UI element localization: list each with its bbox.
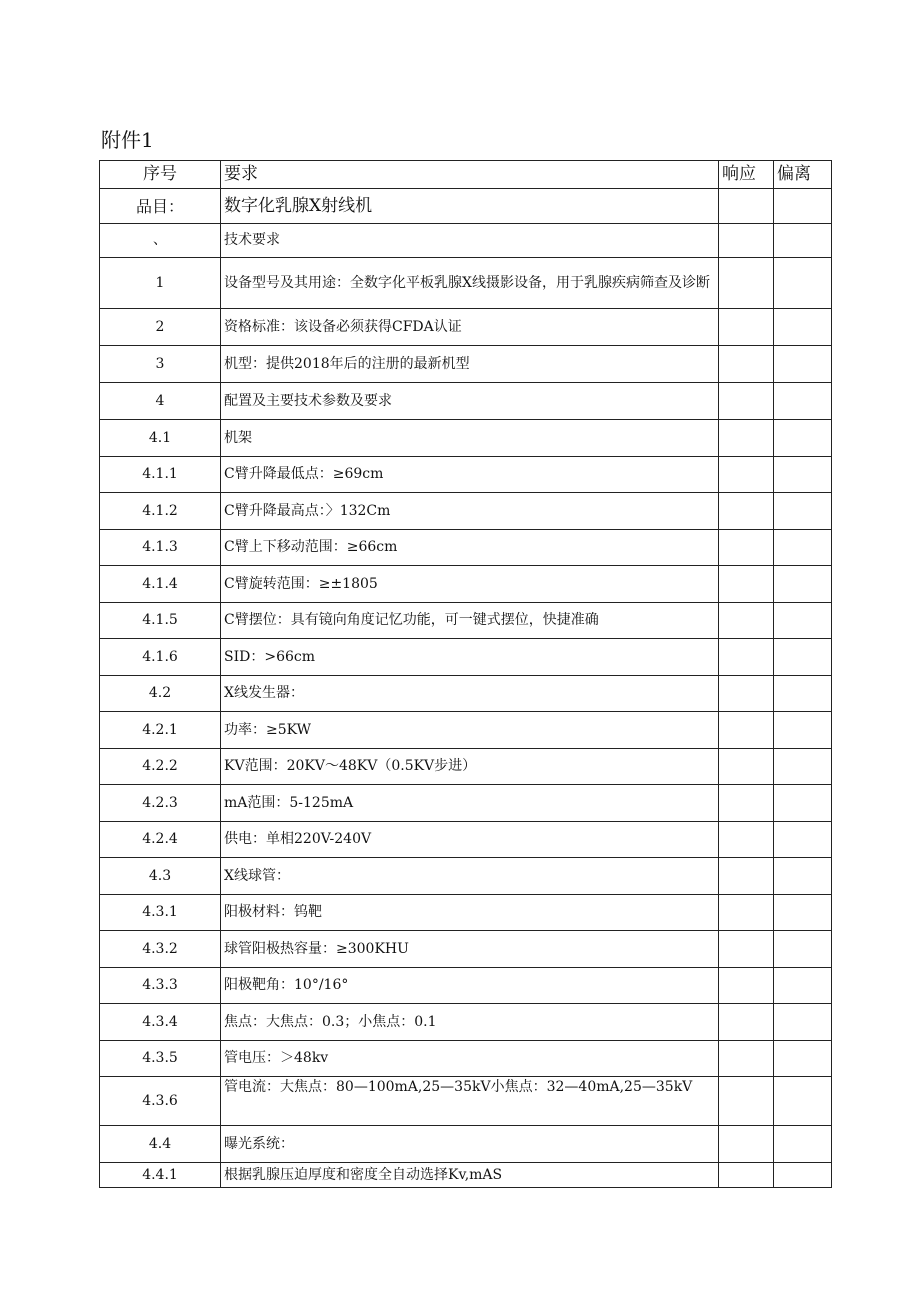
row-seq: 4.4.1 [100,1163,221,1188]
table-row [100,676,832,712]
row-requirement: C臂旋转范围：≥±1805 [221,566,719,603]
product-row [100,189,832,224]
table-row [100,603,832,639]
row-seq: 4.3.2 [100,931,221,968]
row-seq: 4.1.1 [100,457,221,493]
row-seq: 、 [100,224,221,258]
table-row [100,895,832,931]
row-requirement: X线球管： [221,858,719,895]
row-seq: 4.2 [100,676,221,712]
table-row [100,258,832,309]
response-cell [719,931,774,968]
header-response: 响应 [719,161,774,189]
response-cell [719,493,774,530]
header-requirement: 要求 [221,161,719,189]
deviation-cell [774,1163,832,1188]
row-requirement: 焦点：大焦点：0.3；小焦点：0.1 [221,1004,719,1041]
deviation-cell [774,420,832,457]
row-requirement: 设备型号及其用途：全数字化平板乳腺X线摄影设备，用于乳腺疾病筛查及诊断 [221,258,719,309]
row-requirement: SID：>66cm [221,639,719,676]
row-seq: 4.1.4 [100,566,221,603]
row-requirement: 阳极靶角：10°/16° [221,968,719,1004]
row-requirement: 管电压：＞48kv [221,1041,719,1077]
row-seq: 4.2.1 [100,712,221,749]
deviation-cell [774,530,832,566]
table-row [100,1077,832,1126]
response-cell [719,822,774,858]
row-requirement: 曝光系统： [221,1126,719,1163]
table-row [100,1126,832,1163]
response-cell [719,858,774,895]
row-requirement: 阳极材料：钨靶 [221,895,719,931]
row-requirement: C臂上下移动范围：≥66cm [221,530,719,566]
row-seq: 4.2.3 [100,785,221,822]
table-row [100,931,832,968]
table-header-row [100,161,832,189]
deviation-cell [774,858,832,895]
deviation-cell [774,1077,832,1126]
row-seq: 4.2.4 [100,822,221,858]
response-cell [719,420,774,457]
response-cell [719,530,774,566]
table-row [100,566,832,603]
row-seq: 4.2.2 [100,749,221,785]
row-requirement: mA范围：5-125mA [221,785,719,822]
row-requirement: C臂升降最高点：〉132Cm [221,493,719,530]
response-cell [719,1004,774,1041]
table-row [100,968,832,1004]
response-cell [719,346,774,383]
row-requirement: C臂摆位：具有镜向角度记忆功能，可一键式摆位，快捷准确 [221,603,719,639]
row-seq: 4.3.5 [100,1041,221,1077]
response-cell [719,457,774,493]
deviation-cell [774,224,832,258]
row-seq: 4.4 [100,1126,221,1163]
response-cell [719,258,774,309]
deviation-cell [774,346,832,383]
response-cell [719,895,774,931]
response-cell [719,566,774,603]
deviation-cell [774,603,832,639]
table-row [100,712,832,749]
deviation-cell [774,1004,832,1041]
row-requirement: KV范围：20KV～48KV（0.5KV步进） [221,749,719,785]
product-name: 数字化乳腺X射线机 [221,189,719,224]
row-requirement: 技术要求 [221,224,719,258]
response-cell [719,1163,774,1188]
deviation-cell [774,309,832,346]
row-requirement: 功率：≥5KW [221,712,719,749]
row-requirement: 资格标准：该设备必须获得CFDA认证 [221,309,719,346]
row-seq: 4.1.5 [100,603,221,639]
deviation-cell [774,1041,832,1077]
table-row [100,346,832,383]
row-seq: 4.1.2 [100,493,221,530]
deviation-cell [774,968,832,1004]
table-row [100,639,832,676]
attachment-label: 附件1 [101,128,154,152]
row-seq: 2 [100,309,221,346]
deviation-cell [774,383,832,420]
deviation-cell [774,189,832,224]
response-cell [719,749,774,785]
response-cell [719,603,774,639]
deviation-cell [774,1126,832,1163]
row-seq: 4.1.3 [100,530,221,566]
deviation-cell [774,493,832,530]
response-cell [719,676,774,712]
deviation-cell [774,895,832,931]
response-cell [719,383,774,420]
product-label: 品目： [100,189,221,224]
deviation-cell [774,749,832,785]
table-row [100,1163,832,1188]
table-row [100,383,832,420]
header-seq: 序号 [100,161,221,189]
row-requirement: 机架 [221,420,719,457]
deviation-cell [774,457,832,493]
response-cell [719,1126,774,1163]
row-requirement: 管电流：大焦点：80—100mA,25—35kV小焦点：32—40mA,25—35kV [221,1077,719,1126]
response-cell [719,224,774,258]
response-cell [719,785,774,822]
table-row [100,493,832,530]
row-seq: 4.3.1 [100,895,221,931]
deviation-cell [774,712,832,749]
deviation-cell [774,785,832,822]
row-seq: 1 [100,258,221,309]
table-row [100,309,832,346]
row-seq: 4.3.4 [100,1004,221,1041]
table-row [100,420,832,457]
table-row [100,858,832,895]
table-row [100,530,832,566]
row-seq: 4.3 [100,858,221,895]
table-row [100,749,832,785]
response-cell [719,309,774,346]
row-requirement: 根据乳腺压迫厚度和密度全自动选择Kv,mAS [221,1163,719,1188]
table-row [100,224,832,258]
response-cell [719,968,774,1004]
header-deviation: 偏离 [774,161,832,189]
row-requirement: 机型：提供2018年后的注册的最新机型 [221,346,719,383]
table-row [100,785,832,822]
deviation-cell [774,931,832,968]
deviation-cell [774,822,832,858]
table-row [100,1041,832,1077]
row-requirement: 供电：单相220V-240V [221,822,719,858]
row-requirement: 配置及主要技术参数及要求 [221,383,719,420]
deviation-cell [774,566,832,603]
deviation-cell [774,258,832,309]
table-row [100,457,832,493]
row-seq: 4.3.3 [100,968,221,1004]
table-row [100,1004,832,1041]
row-requirement: X线发生器： [221,676,719,712]
row-requirement: 球管阳极热容量：≥300KHU [221,931,719,968]
row-seq: 4.3.6 [100,1077,221,1126]
row-seq: 4 [100,383,221,420]
response-cell [719,1077,774,1126]
row-requirement: C臂升降最低点：≥69cm [221,457,719,493]
response-cell [719,189,774,224]
deviation-cell [774,639,832,676]
deviation-cell [774,676,832,712]
requirements-table [99,160,832,1188]
response-cell [719,639,774,676]
row-seq: 4.1 [100,420,221,457]
response-cell [719,1041,774,1077]
row-seq: 4.1.6 [100,639,221,676]
table-row [100,822,832,858]
row-seq: 3 [100,346,221,383]
response-cell [719,712,774,749]
